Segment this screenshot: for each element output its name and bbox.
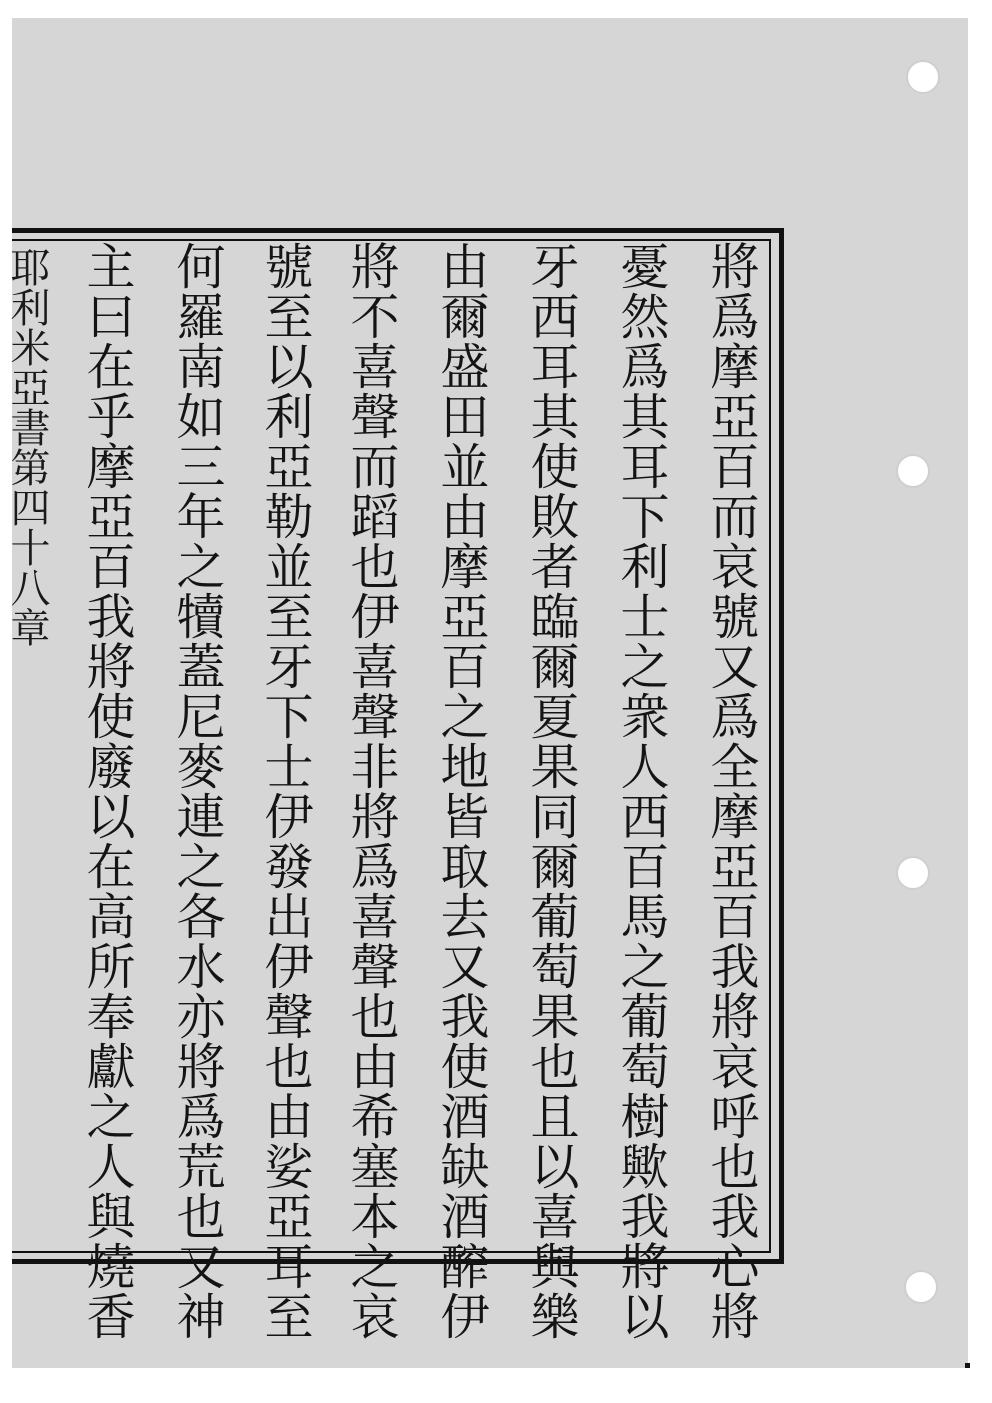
text-column-8: 主曰在乎摩亞百我將使廢以在高所奉獻之人與燒香 xyxy=(79,241,136,1341)
punch-hole-2 xyxy=(896,454,930,488)
text-column-3: 牙西耳其使敗者臨爾夏果同爾葡萄果也且以喜與樂 xyxy=(523,241,580,1341)
text-column-6: 號至以利亞勒並至牙下士伊發出伊聲也由娑亞耳至 xyxy=(257,241,314,1341)
text-column-7: 何羅南如三年之犢蓋尼麥連之各水亦將爲荒也又神 xyxy=(169,241,226,1341)
text-block xyxy=(4,239,771,1341)
corner-mark xyxy=(965,1363,970,1368)
punch-hole-4 xyxy=(904,1270,938,1304)
text-frame xyxy=(4,228,784,1341)
text-column-2: 憂然爲其耳下利士之衆人西百馬之葡萄樹歟我將以 xyxy=(613,241,670,1341)
punch-hole-1 xyxy=(906,60,940,94)
punch-hole-3 xyxy=(896,856,930,890)
margin-title: 耶利米亞書第四十八章 xyxy=(4,247,50,647)
text-column-4: 由爾盛田並由摩亞百之地皆取去又我使酒缺酒醡伊 xyxy=(433,241,490,1341)
text-column-5: 將不喜聲而蹈也伊喜聲非將爲喜聲也由希塞本之哀 xyxy=(343,241,400,1341)
text-column-1: 將爲摩亞百而哀號又爲全摩亞百我將哀呼也我心將 xyxy=(703,241,760,1341)
